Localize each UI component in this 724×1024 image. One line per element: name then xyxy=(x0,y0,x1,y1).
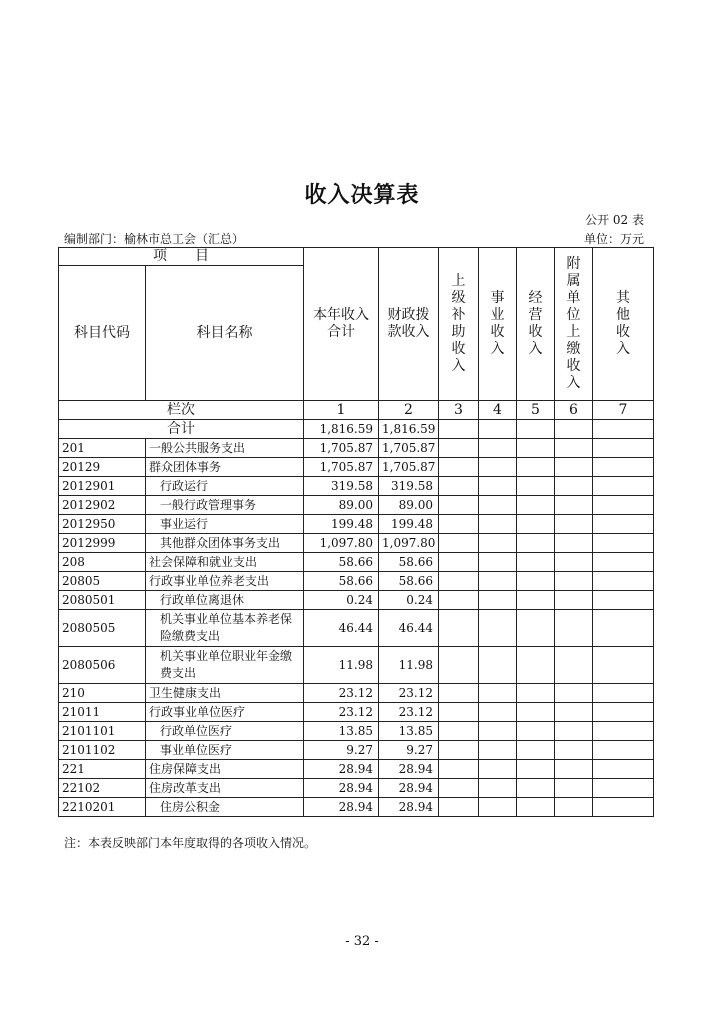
summary-row xyxy=(59,420,654,439)
row-empty-cell xyxy=(555,515,593,534)
compiling-department: 编制部门：榆林市总工会（汇总） xyxy=(64,232,245,246)
row-empty-cell xyxy=(517,647,555,684)
row-empty-cell xyxy=(593,458,654,477)
row-name: 其他群众团体事务支出 xyxy=(146,534,304,553)
row-total: 23.12 xyxy=(304,684,379,703)
row-name: 行政事业单位养老支出 xyxy=(146,572,304,591)
row-code: 208 xyxy=(59,553,146,572)
row-empty-cell xyxy=(555,439,593,458)
row-empty-cell xyxy=(555,798,593,817)
row-empty-cell xyxy=(555,496,593,515)
row-empty-cell xyxy=(439,534,479,553)
row-empty-cell xyxy=(479,572,517,591)
row-fiscal: 23.12 xyxy=(379,684,439,703)
table-row xyxy=(59,722,654,741)
row-total: 13.85 xyxy=(304,722,379,741)
row-empty-cell xyxy=(593,496,654,515)
row-empty-cell xyxy=(593,572,654,591)
col-index-4: 4 xyxy=(479,401,517,420)
row-fiscal: 1,705.87 xyxy=(379,458,439,477)
row-code: 22102 xyxy=(59,779,146,798)
summary-label: 合计 xyxy=(59,420,304,439)
table-row xyxy=(59,610,654,647)
col-index-7: 7 xyxy=(593,401,654,420)
page-number: - 32 - xyxy=(345,934,379,949)
row-empty-cell xyxy=(479,798,517,817)
row-empty-cell xyxy=(593,722,654,741)
table-row xyxy=(59,684,654,703)
total-income-header: 本年收入合计 xyxy=(304,248,379,401)
table-row xyxy=(59,760,654,779)
row-code: 2080506 xyxy=(59,647,146,684)
row-empty-cell xyxy=(593,553,654,572)
row-empty-cell xyxy=(479,779,517,798)
row-total: 28.94 xyxy=(304,798,379,817)
row-total: 28.94 xyxy=(304,779,379,798)
row-empty-cell xyxy=(517,534,555,553)
table-note: 注：本表反映部门本年度取得的各项收入情况。 xyxy=(64,836,317,850)
row-name: 行政单位离退休 xyxy=(146,591,304,610)
row-fiscal: 0.24 xyxy=(379,591,439,610)
row-total: 11.98 xyxy=(304,647,379,684)
row-empty-cell xyxy=(555,534,593,553)
row-empty-cell xyxy=(555,722,593,741)
row-empty-cell xyxy=(517,703,555,722)
table-row xyxy=(59,458,654,477)
row-empty-cell xyxy=(479,477,517,496)
table-row xyxy=(59,477,654,496)
row-name: 住房公积金 xyxy=(146,798,304,817)
row-empty-cell xyxy=(439,684,479,703)
row-total: 23.12 xyxy=(304,703,379,722)
row-empty-cell xyxy=(593,779,654,798)
name-header: 科目名称 xyxy=(146,266,304,401)
row-fiscal: 28.94 xyxy=(379,779,439,798)
table-row xyxy=(59,515,654,534)
row-total: 319.58 xyxy=(304,477,379,496)
row-empty-cell xyxy=(439,515,479,534)
row-empty-cell xyxy=(479,703,517,722)
row-fiscal: 89.00 xyxy=(379,496,439,515)
row-empty-cell xyxy=(439,798,479,817)
row-code: 2012902 xyxy=(59,496,146,515)
row-code: 21011 xyxy=(59,703,146,722)
row-total: 9.27 xyxy=(304,741,379,760)
page-title: 收入决算表 xyxy=(304,182,420,208)
row-fiscal: 11.98 xyxy=(379,647,439,684)
row-empty-cell xyxy=(439,439,479,458)
row-empty-cell xyxy=(439,703,479,722)
col-index-3: 3 xyxy=(439,401,479,420)
row-empty-cell xyxy=(479,610,517,647)
row-empty-cell xyxy=(593,647,654,684)
row-empty-cell xyxy=(555,684,593,703)
row-empty-cell xyxy=(439,610,479,647)
row-fiscal: 28.94 xyxy=(379,760,439,779)
row-code: 2012999 xyxy=(59,534,146,553)
summary-total: 1,816.59 xyxy=(304,420,379,439)
unit-label: 单位：万元 xyxy=(583,232,644,246)
row-name: 机关事业单位职业年金缴费支出 xyxy=(146,647,304,684)
row-empty-cell xyxy=(555,572,593,591)
row-code: 2101101 xyxy=(59,722,146,741)
row-empty-cell xyxy=(479,553,517,572)
row-empty-cell xyxy=(517,760,555,779)
row-empty-cell xyxy=(593,703,654,722)
row-empty-cell xyxy=(479,496,517,515)
row-code: 20805 xyxy=(59,572,146,591)
summary-fiscal: 1,816.59 xyxy=(379,420,439,439)
row-empty-cell xyxy=(593,741,654,760)
table-row xyxy=(59,534,654,553)
code-header: 科目代码 xyxy=(59,266,146,401)
row-empty-cell xyxy=(517,779,555,798)
row-code: 221 xyxy=(59,760,146,779)
table-row xyxy=(59,591,654,610)
row-empty-cell xyxy=(479,534,517,553)
fiscal-income-header: 财政拨款收入 xyxy=(379,248,439,401)
row-empty-cell xyxy=(555,477,593,496)
table-row xyxy=(59,779,654,798)
row-name: 一般公共服务支出 xyxy=(146,439,304,458)
row-fiscal: 319.58 xyxy=(379,477,439,496)
row-fiscal: 23.12 xyxy=(379,703,439,722)
column-index-row xyxy=(59,401,654,420)
table-row xyxy=(59,553,654,572)
row-fiscal: 46.44 xyxy=(379,610,439,647)
project-header: 项 目 xyxy=(59,248,304,266)
row-total: 1,705.87 xyxy=(304,458,379,477)
row-name: 行政运行 xyxy=(146,477,304,496)
row-empty-cell xyxy=(439,760,479,779)
row-empty-cell xyxy=(517,722,555,741)
income-table xyxy=(58,247,654,817)
row-fiscal: 13.85 xyxy=(379,722,439,741)
row-name: 行政单位医疗 xyxy=(146,722,304,741)
row-empty-cell xyxy=(517,572,555,591)
row-fiscal: 1,097.80 xyxy=(379,534,439,553)
row-code: 20129 xyxy=(59,458,146,477)
row-empty-cell xyxy=(593,610,654,647)
row-code: 2080501 xyxy=(59,591,146,610)
row-empty-cell xyxy=(479,591,517,610)
upper-subsidy-header: 上 级 补 助 收 入 xyxy=(439,248,479,401)
row-empty-cell xyxy=(593,760,654,779)
row-empty-cell xyxy=(517,477,555,496)
row-empty-cell xyxy=(593,591,654,610)
row-empty-cell xyxy=(593,684,654,703)
row-total: 89.00 xyxy=(304,496,379,515)
row-empty-cell xyxy=(439,741,479,760)
row-empty-cell xyxy=(593,534,654,553)
row-code: 2012901 xyxy=(59,477,146,496)
row-empty-cell xyxy=(439,458,479,477)
row-total: 58.66 xyxy=(304,572,379,591)
row-empty-cell xyxy=(439,591,479,610)
row-empty-cell xyxy=(593,477,654,496)
row-total: 0.24 xyxy=(304,591,379,610)
row-empty-cell xyxy=(555,553,593,572)
row-empty-cell xyxy=(479,458,517,477)
table-row xyxy=(59,647,654,684)
row-empty-cell xyxy=(517,515,555,534)
col-index-5: 5 xyxy=(517,401,555,420)
row-empty-cell xyxy=(439,477,479,496)
row-empty-cell xyxy=(517,591,555,610)
row-empty-cell xyxy=(555,779,593,798)
row-total: 1,097.80 xyxy=(304,534,379,553)
row-empty-cell xyxy=(517,496,555,515)
row-code: 2080505 xyxy=(59,610,146,647)
row-fiscal: 58.66 xyxy=(379,572,439,591)
col-index-2: 2 xyxy=(379,401,439,420)
row-total: 1,705.87 xyxy=(304,439,379,458)
affiliated-income-header: 附 属 单 位 上 缴 收 入 xyxy=(555,248,593,401)
table-row xyxy=(59,439,654,458)
row-empty-cell xyxy=(593,515,654,534)
row-empty-cell xyxy=(555,741,593,760)
header-row-1 xyxy=(59,248,654,266)
row-empty-cell xyxy=(479,439,517,458)
row-empty-cell xyxy=(593,439,654,458)
row-empty-cell xyxy=(479,760,517,779)
row-empty-cell xyxy=(439,722,479,741)
row-total: 46.44 xyxy=(304,610,379,647)
row-code: 2101102 xyxy=(59,741,146,760)
row-empty-cell xyxy=(555,591,593,610)
row-empty-cell xyxy=(517,798,555,817)
row-name: 社会保障和就业支出 xyxy=(146,553,304,572)
row-empty-cell xyxy=(479,684,517,703)
row-name: 事业单位医疗 xyxy=(146,741,304,760)
row-empty-cell xyxy=(439,647,479,684)
operation-income-header: 经 营 收 入 xyxy=(517,248,555,401)
row-empty-cell xyxy=(479,647,517,684)
row-name: 一般行政管理事务 xyxy=(146,496,304,515)
row-empty-cell xyxy=(517,553,555,572)
row-empty-cell xyxy=(517,610,555,647)
row-fiscal: 1,705.87 xyxy=(379,439,439,458)
row-total: 58.66 xyxy=(304,553,379,572)
row-fiscal: 199.48 xyxy=(379,515,439,534)
row-fiscal: 28.94 xyxy=(379,798,439,817)
col-index-1: 1 xyxy=(304,401,379,420)
row-name: 住房保障支出 xyxy=(146,760,304,779)
row-total: 28.94 xyxy=(304,760,379,779)
row-empty-cell xyxy=(479,515,517,534)
table-row xyxy=(59,703,654,722)
row-empty-cell xyxy=(479,741,517,760)
row-name: 机关事业单位基本养老保险缴费支出 xyxy=(146,610,304,647)
row-empty-cell xyxy=(439,572,479,591)
row-empty-cell xyxy=(479,722,517,741)
row-empty-cell xyxy=(439,553,479,572)
row-name: 行政事业单位医疗 xyxy=(146,703,304,722)
row-empty-cell xyxy=(593,798,654,817)
row-empty-cell xyxy=(439,496,479,515)
row-empty-cell xyxy=(555,610,593,647)
row-empty-cell xyxy=(439,779,479,798)
table-row xyxy=(59,496,654,515)
row-empty-cell xyxy=(517,458,555,477)
row-code: 2210201 xyxy=(59,798,146,817)
row-empty-cell xyxy=(555,647,593,684)
row-code: 210 xyxy=(59,684,146,703)
row-empty-cell xyxy=(555,760,593,779)
row-name: 事业运行 xyxy=(146,515,304,534)
row-code: 2012950 xyxy=(59,515,146,534)
row-empty-cell xyxy=(517,684,555,703)
lanci-label: 栏次 xyxy=(59,401,304,420)
row-name: 卫生健康支出 xyxy=(146,684,304,703)
row-empty-cell xyxy=(555,458,593,477)
row-total: 199.48 xyxy=(304,515,379,534)
form-number: 公开 02 表 xyxy=(585,213,644,227)
row-empty-cell xyxy=(517,741,555,760)
table-row xyxy=(59,798,654,817)
row-empty-cell xyxy=(517,439,555,458)
col-index-6: 6 xyxy=(555,401,593,420)
row-code: 201 xyxy=(59,439,146,458)
table-row xyxy=(59,741,654,760)
table-row xyxy=(59,572,654,591)
row-name: 群众团体事务 xyxy=(146,458,304,477)
row-name: 住房改革支出 xyxy=(146,779,304,798)
business-income-header: 事 业 收 入 xyxy=(479,248,517,401)
row-fiscal: 9.27 xyxy=(379,741,439,760)
row-empty-cell xyxy=(555,703,593,722)
row-fiscal: 58.66 xyxy=(379,553,439,572)
other-income-header: 其 他 收 入 xyxy=(593,248,654,401)
